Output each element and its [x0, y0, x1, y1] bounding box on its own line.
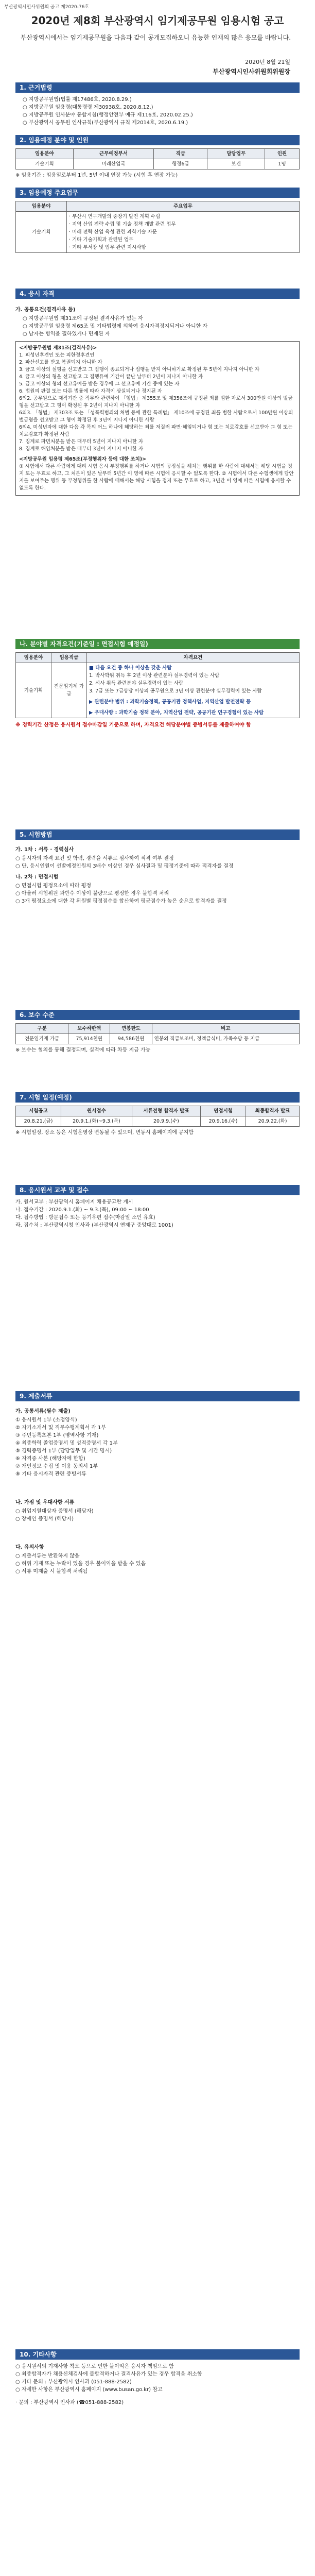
- section-header-application: 8. 응시원서 교부 및 접수: [15, 1185, 300, 1195]
- qualifications-note: ※ 경력기간 산정은 응시원서 접수마감일 기준으로 하며, 자격요건 해당분야별 증빙서류를 제출하여야 함: [15, 722, 251, 728]
- table-cell: 75,914천원: [68, 1034, 110, 1044]
- list-item: ⑦ 개인정보 수집 및 이용 동의서 1부: [15, 1464, 98, 1469]
- positions-table-wrap: [15, 148, 300, 179]
- list-item: ○ 3개 평정요소에 대한 각 위원별 평정점수를 합산하여 평균점수가 높은 순으로 합격자를 결정: [15, 899, 227, 904]
- list-item: ① 응시원서 1부 (소정양식): [15, 1417, 77, 1423]
- list-item: ○ 취업지원대상자 증명서 (해당자): [15, 1509, 94, 1514]
- list-item: ○ 자세한 사항은 부산광역시 홈페이지 (www.busan.go.kr) 참고: [15, 2387, 163, 2393]
- req-line: 1. 박사학위 취득 후 2년 이상 관련분야 실무경력이 있는 사람: [89, 673, 220, 679]
- list-item: ○ 지방공무원법 제31조에 규정된 결격사유가 없는 자: [23, 316, 143, 321]
- list-item: ⑧ 기타 응시자격 관련 증빙서류: [15, 1471, 86, 1477]
- requirements-cell: [87, 663, 300, 718]
- table-header: 인원: [265, 149, 300, 159]
- list-item: ⑥ 자격증 사본 (해당자에 한함): [15, 1456, 85, 1462]
- table-cell: 1명: [265, 159, 300, 170]
- table-header: 임용직급: [51, 653, 87, 663]
- box-line: 2. 파산선고를 받고 복권되지 아니한 자: [19, 360, 102, 365]
- req-line: ▶ 관련분야 범위 : 과학기술정책, 공공기관 정책사업, 지역산업 발전전략 등: [89, 699, 251, 705]
- list-item: ○ 부산광역시 공무원 인사규칙(부산광역시 규칙 제2014호, 2020.6.19.): [23, 120, 188, 126]
- list-item: ② 자기소개서 및 직무수행계획서 각 1부: [15, 1425, 107, 1431]
- list-item: ○ 장애인 증명서 (해당자): [15, 1516, 74, 1522]
- subsection-title: 다. 유의사항: [15, 1545, 44, 1550]
- list-item: ○ 면접시험 평정요소에 따라 평정: [15, 883, 92, 889]
- list-item: ○ 기타 문의 : 부산광역시 인사과 (051-888-2582): [15, 2379, 132, 2385]
- table-header: 임용분야: [16, 653, 51, 663]
- box-line: 5. 금고 이상의 형의 선고유예를 받은 경우에 그 선고유예 기간 중에 있는 자: [19, 381, 180, 387]
- list-item: 가. 원서교부 : 부산광역시 홈페이지 채용공고란 게시: [15, 1199, 133, 1205]
- list-item: ○ 응시자의 자격 요건 및 학력, 경력을 서류로 심사하여 적격 여부 결정: [15, 856, 174, 861]
- list-item: ⑤ 경력증명서 1부 (담당업무 및 기간 명시): [15, 1448, 112, 1454]
- table-cell: 행정6급: [154, 159, 207, 170]
- qualifications-wrap: [15, 652, 300, 729]
- subsection-title: 가. 1차 : 서류 · 경력심사: [15, 847, 74, 853]
- table-header: 주요업무: [67, 201, 300, 212]
- list-item: ○ 지방공무원 인사분야 통합지침(행정안전부 예규 제116호, 2020.02.25.): [23, 112, 193, 118]
- table-row: [16, 1034, 300, 1044]
- section-header-exam-method: 5. 시험방법: [15, 829, 300, 840]
- salary-table: [15, 1023, 300, 1044]
- section-header-duties: 3. 임용예정 주요업무: [15, 188, 300, 198]
- table-header: 연봉한도: [110, 1024, 152, 1034]
- box-title: <지방공무원 임용령 제65조(부정행위자 등에 대한 조치)>: [19, 456, 147, 462]
- box-paragraph: ① 시험에서 다른 사람에게 대리 시험 응시 부정행위를 하거나 시험의 공정성을 해치는 행위를 한 사람에 대해서는 해당 시험을 정지 또는 무효로 하고, 그 처분이 있은 날부터 5년간 이 영에 따른 시험에 응시할 수 없도록 한다. ② 시험에서 다른 수험생에게 답안지를 보여주는 행위 등 부정행위를 한 사람에 대해서는 해당 시험을 정지 또는 무효로 하고, 3년간 이 영에 따른 시험에 응시할 수 없도록 한다.: [19, 464, 294, 491]
- list-item: 다. 접수방법 : 방문접수 또는 등기우편 접수(마감일 소인 유효): [15, 1215, 155, 1221]
- list-item: ○ 아울러 시험위원 과반수 이상이 불량으로 평정한 경우 불합격 처리: [15, 891, 169, 896]
- schedule-note: ※ 시험일정, 장소 등은 시험운영상 변동될 수 있으며, 변동시 홈페이지에 공지함: [15, 1130, 194, 1136]
- table-header: 서류전형 합격자 발표: [132, 1106, 200, 1116]
- duty-item: · 미래 전략 산업 육성 관련 과학기술 자문: [69, 229, 157, 235]
- documents: [15, 1404, 300, 1575]
- duties-table-wrap: [15, 201, 300, 253]
- req-line: 2. 석사 취득 관련분야 실무경력이 있는 사람: [89, 681, 184, 686]
- table-cell: 기술기획: [16, 663, 51, 718]
- exam-method: [15, 843, 300, 905]
- list-item: ○ 지방공무원 임용령 제65조 및 기타법령에 의하여 응시자격정지되거나 아니한 자: [23, 324, 208, 329]
- box-line: 6. 법원의 판결 또는 다른 법률에 따라 자격이 상실되거나 정지된 자: [19, 388, 162, 394]
- legal-basis-list: [15, 95, 300, 127]
- table-cell: 연봉외 직급보조비, 정액급식비, 가족수당 등 지급: [152, 1034, 299, 1044]
- list-item: ○ 제출서류는 반환하지 않음: [15, 1553, 80, 1559]
- list-item: ○ 허위 기재 또는 누락이 있을 경우 불이익을 받을 수 있음: [15, 1561, 146, 1567]
- section-header-schedule: 7. 시험 일정(예정): [15, 1092, 300, 1103]
- salary-note: ※ 보수는 협의를 통해 결정되며, 실적에 따라 차등 지급 가능: [15, 1047, 151, 1053]
- disqualification-box: [15, 341, 300, 496]
- box-line: 6의2. 공무원으로 재직기간 중 직무와 관련하여 「형법」 제355조 및 제356조에 규정된 죄를 범한 자로서 300만원 이상의 벌금형을 선고받고 그 형이 확정된 후 2년이 지나지 아니한 자: [19, 396, 293, 409]
- list-item: ○ 지방공무원법(법률 제17486호, 2020.8.29.): [23, 97, 132, 103]
- table-cell: 전문임기제 가급: [51, 663, 87, 718]
- eligibility-general: [15, 303, 300, 496]
- schedule-table: [15, 1106, 300, 1127]
- table-cell: 기술기획: [16, 159, 74, 170]
- section-header-salary: 6. 보수 수준: [15, 1010, 300, 1020]
- box-line: 8. 징계로 해임처분을 받은 때부터 3년이 지나지 아니한 자: [19, 446, 144, 452]
- table-row: [16, 1116, 300, 1127]
- table-cell: 20.9.16.(수): [201, 1116, 246, 1127]
- table-cell: 20.9.9.(수): [132, 1116, 200, 1127]
- list-item: 나. 접수기간 : 2020.9.1.(화) ~ 9.3.(목), 09:00 ~ 18:00: [15, 1207, 149, 1213]
- subsection-title: 가. 공통서류(필수 제출): [15, 1409, 71, 1414]
- table-cell: 94,586천원: [110, 1034, 152, 1044]
- box-line: 7. 징계로 파면처분을 받은 때부터 5년이 지나지 아니한 자: [19, 439, 144, 445]
- list-item: ○ 남자는 병역을 필하였거나 면제된 자: [23, 331, 110, 337]
- schedule-wrap: [15, 1106, 300, 1137]
- table-header: 자격요건: [87, 653, 300, 663]
- duties-table: [15, 201, 300, 253]
- req-line: ■ 다음 요건 중 하나 이상을 갖춘 사람: [89, 665, 172, 671]
- table-cell: 20.8.21.(금): [16, 1116, 61, 1127]
- box-line: 4. 금고 이상의 형을 선고받고 그 집행유예 기간이 끝난 날부터 2년이 지나지 아니한 자: [19, 374, 203, 380]
- table-header: 근무예정부서: [73, 149, 154, 159]
- table-header: 비고: [152, 1024, 299, 1034]
- table-cell: 기술기획: [16, 212, 67, 253]
- box-title: <지방공무원법 제31조(결격사유)>: [19, 345, 97, 351]
- duty-item: · 부산시 연구개발의 중장기 발전 계획 수립: [69, 214, 161, 219]
- duty-item: · 지역 산업 전략 수립 및 기술 정책 개발 관련 업무: [69, 222, 176, 227]
- duty-item: · 기타 부서장 및 업무 관련 지시사항: [69, 245, 146, 250]
- section-header-misc: 10. 기타사항: [15, 2349, 300, 2360]
- application-info: [15, 1198, 300, 1229]
- section-header-qualifications: 나. 분야별 자격요건(기준일 : 면접시험 예정일): [15, 639, 300, 649]
- section-header-positions: 2. 임용예정 분야 및 인원: [15, 135, 300, 145]
- list-item: ③ 주민등록초본 1부 (병역사항 기재): [15, 1433, 99, 1438]
- box-line: 1. 피성년후견인 또는 피한정후견인: [19, 352, 95, 358]
- table-cell: 미래산업국: [73, 159, 154, 170]
- table-header: 최종합격자 발표: [246, 1106, 300, 1116]
- table-row: [16, 159, 300, 170]
- list-item: ○ 지방공무원 임용령(대통령령 제30938호, 2020.8.12.): [23, 105, 153, 110]
- contact-line: · 문의 : 부산광역시 인사과 (☎051-888-2582): [15, 2400, 124, 2405]
- box-line: 6의3. 「형법」 제303조 또는 「성폭력범죄의 처벌 등에 관한 특례법」 제10조에 규정된 죄를 범한 사람으로서 100만원 이상의 벌금형을 선고받고 그 형이 확정된 후 3년이 지나지 아니한 사람: [19, 410, 293, 423]
- section-header-documents: 9. 제출서류: [15, 1391, 300, 1401]
- table-row: [16, 212, 300, 253]
- positions-note: ※ 임용기간 : 임용일로부터 1년, 5년 이내 연장 가능 (시험 후 연장 가능): [15, 173, 178, 178]
- page-title: 2020년 제8회 부산광역시 임기제공무원 임용시험 공고: [31, 14, 284, 27]
- table-cell: 보건: [207, 159, 265, 170]
- announcement-date: 2020년 8월 21일: [245, 59, 290, 65]
- intro-text: 부산광역시에서는 임기제공무원을 다음과 같이 공개모집하오니 유능한 인재의 많은 응모를 바랍니다.: [21, 34, 291, 41]
- table-cell: 20.9.22.(화): [246, 1116, 300, 1127]
- list-item: ○ 서류 미제출 시 불합격 처리됨: [15, 1569, 88, 1574]
- table-cell: 전문임기제 가급: [16, 1034, 68, 1044]
- table-cell: 20.9.1.(화)~9.3.(목): [61, 1116, 132, 1127]
- box-line: 6의4. 미성년자에 대한 다음 각 목의 어느 하나에 해당하는 죄를 저질러 파면·해임되거나 형 또는 치료감호를 선고받아 그 형 또는 치료감호가 확정된 사람: [19, 425, 293, 437]
- table-header: 임용분야: [16, 201, 67, 212]
- misc-info: [15, 2363, 300, 2406]
- subsection-title: 나. 2차 : 면접시험: [15, 874, 59, 880]
- table-row: [16, 663, 300, 718]
- list-item: 라. 접수처 : 부산광역시청 인사과 (부산광역시 연제구 중앙대로 1001): [15, 1223, 173, 1228]
- duties-cell: [67, 212, 300, 253]
- table-header: 보수하한액: [68, 1024, 110, 1034]
- list-item: ○ 응시원서의 기재사항 착오 등으로 인한 불이익은 응시자 책임으로 함: [15, 2364, 174, 2369]
- positions-table: [15, 148, 300, 170]
- subsection-title: 나. 가점 및 우대사항 서류: [15, 1500, 75, 1505]
- table-header: 구분: [16, 1024, 68, 1034]
- duty-item: · 기타 기술기획과 관련된 업무: [69, 237, 134, 243]
- notice-number: 부산광역시인사위원회 공고 제2020-76호: [4, 5, 90, 10]
- salary-wrap: [15, 1023, 300, 1054]
- table-header: 담당업무: [207, 149, 265, 159]
- req-line: 3. 7급 또는 7급상당 이상의 공무원으로 3년 이상 관련분야 실무경력이 있는 사람: [89, 688, 262, 694]
- table-header: 직급: [154, 149, 207, 159]
- req-line: ▶ 우대사항 : 과학기술 정책 분야, 지역산업 전략, 공공기관 연구경험이 있는 사람: [89, 710, 264, 716]
- qualifications-table: [15, 652, 300, 718]
- list-item: ○ 최종합격자가 채용신체검사에 불합격하거나 결격사유가 있는 경우 합격을 취소함: [15, 2371, 202, 2377]
- section-header-eligibility: 4. 응시 자격: [15, 289, 300, 299]
- issuing-organization: 부산광역시인사위원회위원장: [213, 68, 290, 75]
- subsection-title: 가. 공통요건(결격사유 등): [15, 307, 76, 313]
- table-header: 원서접수: [61, 1106, 132, 1116]
- section-header-legal-basis: 1. 근거법령: [15, 82, 300, 93]
- list-item: ④ 최종학력 졸업증명서 및 성적증명서 각 1부: [15, 1440, 118, 1446]
- box-line: 3. 금고 이상의 실형을 선고받고 그 집행이 종료되거나 집행을 받지 아니하기로 확정된 후 5년이 지나지 아니한 자: [19, 367, 260, 372]
- table-header: 면접시험: [201, 1106, 246, 1116]
- list-item: ○ 단, 응시인원이 선발예정인원의 3배수 이상인 경우 심사결과 및 평정기준에 따라 적격자를 결정: [15, 863, 234, 869]
- table-header: 시험공고: [16, 1106, 61, 1116]
- table-header: 임용분야: [16, 149, 74, 159]
